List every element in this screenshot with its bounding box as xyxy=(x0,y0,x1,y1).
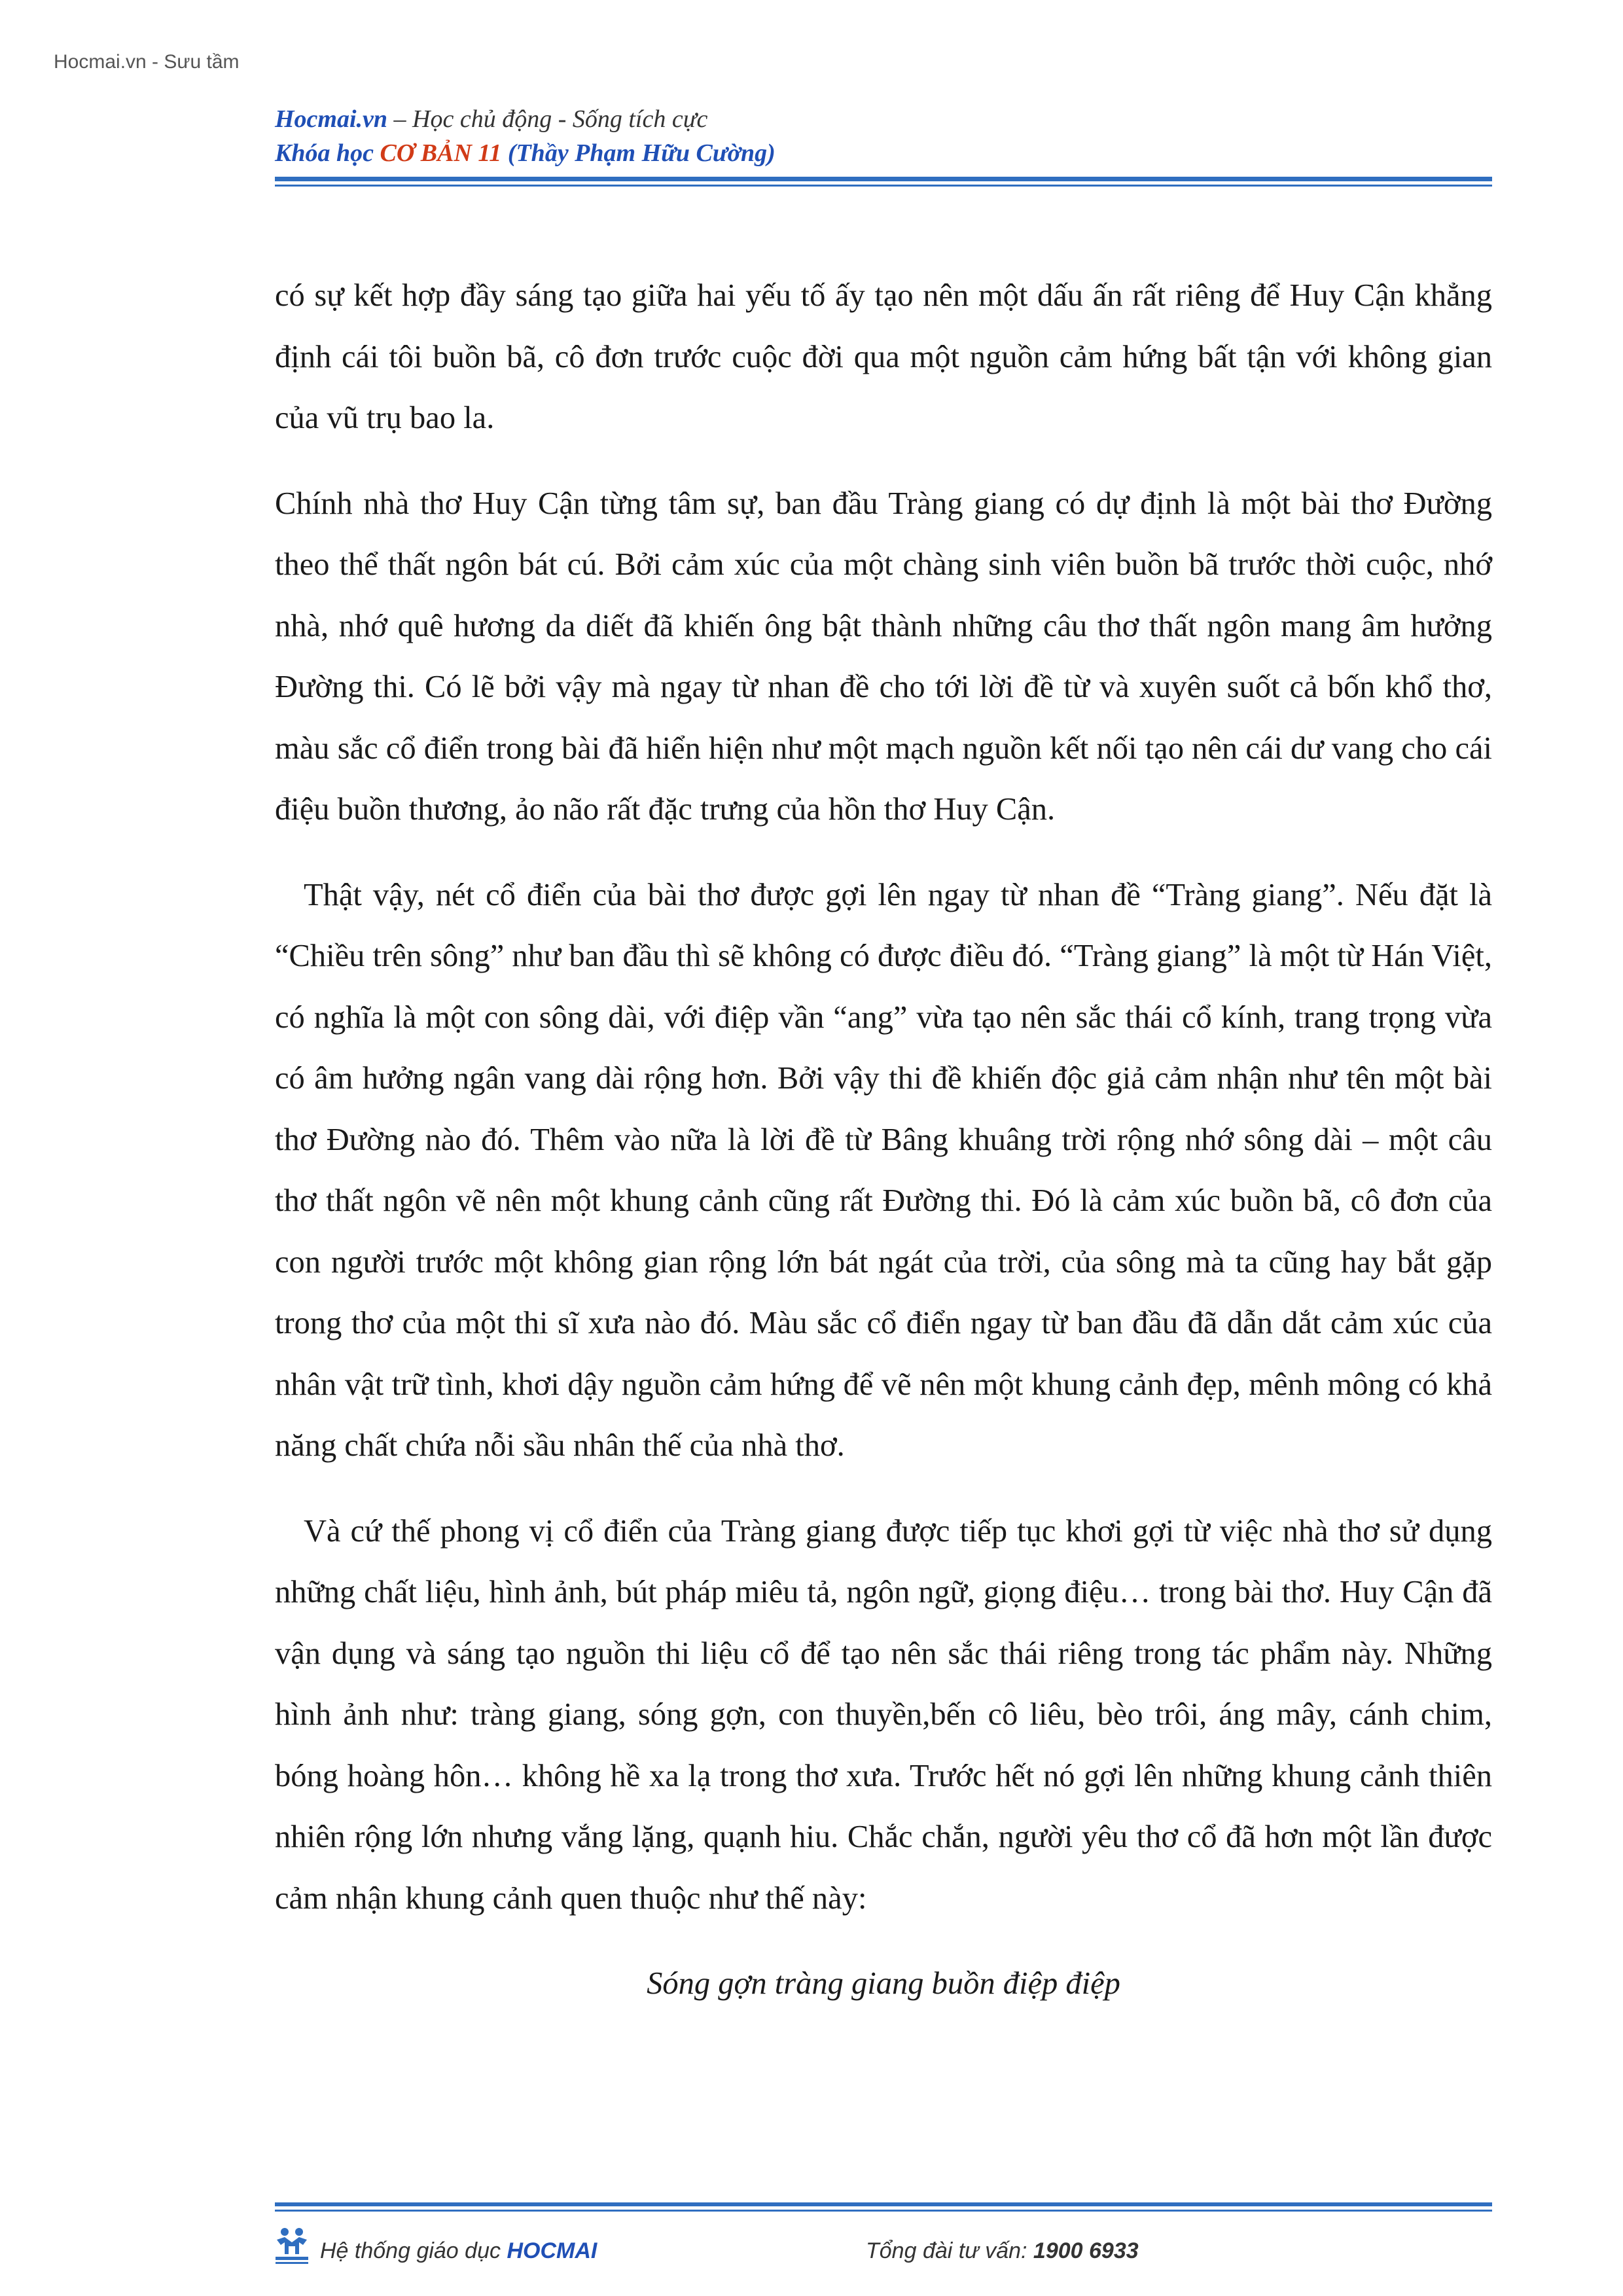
page-footer xyxy=(272,2225,1495,2271)
footer-hotline xyxy=(866,2238,1139,2264)
poem-line: Sóng gợn tràng giang buồn điệp điệp xyxy=(647,1966,1120,2001)
footer-system-name: HOCMAI xyxy=(507,2238,597,2263)
header-tagline: – Học chủ động - Sống tích cực xyxy=(387,105,708,133)
header-tagline-line xyxy=(275,105,1492,139)
footer-divider-thin xyxy=(275,2210,1492,2212)
footer-hotline-prefix: Tổng đài tư vấn: xyxy=(866,2238,1033,2263)
header-divider-thin xyxy=(275,185,1492,187)
paragraph-4: Và cứ thế phong vị cổ điển của Tràng giang được tiếp tục khơi gợi từ việc nhà thơ sử dụng những chất liệu, hình ảnh, bút pháp miêu tả, ngôn ngữ, giọng điệu… trong bài thơ. Huy Cận đã vận dụng và sáng tạo nguồn thi liệu cổ để tạo nên sắc thái riêng trong tác phẩm này. Những hình ảnh như: tràng giang, sóng gợn, con thuyền,bến cô liêu, bèo trôi, áng mây, cánh chim, bóng hoàng hôn… không hề xa lạ trong thơ xưa. Trước hết nó gợi lên những khung cảnh thiên nhiên rộng lớn nhưng vắng lặng, quạnh hiu. Chắc chắn, người yêu thơ cổ đã hơn một lần được cảm nhận khung cảnh quen thuộc như thế này: xyxy=(275,1513,1492,1916)
header-brand: Hocmai.vn xyxy=(275,105,388,133)
header-course-line xyxy=(275,139,1492,173)
watermark-text: Hocmai.vn - Sưu tầm xyxy=(54,51,240,73)
footer-system xyxy=(320,2238,597,2264)
paragraph-1: có sự kết hợp đầy sáng tạo giữa hai yếu tố ấy tạo nên một dấu ấn rất riêng để Huy Cận khẳng định cái tôi buồn bã, cô đơn trước cuộc đời qua một nguồn cảm hứng bất tận với không gian của vũ trụ bao la. xyxy=(275,278,1492,435)
paragraph-3: Thật vậy, nét cổ điển của bài thơ được gợi lên ngay từ nhan đề “Tràng giang”. Nếu đặt là “Chiều trên sông” như ban đầu thì sẽ không có được điều đó. “Tràng giang” là một từ Hán Việt, có nghĩa là một con sông dài, với điệp vần “ang” vừa tạo nên sắc thái cổ kính, trang trọng vừa có âm hưởng ngân vang dài rộng hơn. Bởi vậy thi đề khiến độc giả cảm nhận như tên một bài thơ Đường nào đó. Thêm vào nữa là lời đề từ Bâng khuâng trời rộng nhớ sông dài – một câu thơ thất ngôn vẽ nên một khung cảnh cũng rất Đường thi. Đó là cảm xúc buồn bã, cô đơn của con người trước một không gian rộng lớn bát ngát của trời, của sông mà ta cũng hay bắt gặp trong thơ của một thi sĩ xưa nào đó. Màu sắc cổ điển ngay từ ban đầu đã dẫn dắt cảm xúc của nhân vật trữ tình, khơi dậy nguồn cảm hứng để vẽ nên một khung cảnh đẹp, mênh mông có khả năng chất chứa nỗi sầu nhân thế của nhà thơ. xyxy=(275,877,1492,1463)
page-header xyxy=(275,105,1492,173)
footer-system-prefix: Hệ thống giáo dục xyxy=(320,2238,507,2263)
header-teacher: (Thầy Phạm Hữu Cường) xyxy=(501,139,776,167)
footer-hotline-number: 1900 6933 xyxy=(1033,2238,1139,2263)
header-divider-thick xyxy=(275,177,1492,181)
paragraph-2: Chính nhà thơ Huy Cận từng tâm sự, ban đầu Tràng giang có dự định là một bài thơ Đường theo thể thất ngôn bát cú. Bởi cảm xúc của một chàng sinh viên buồn bã trước thời cuộc, nhớ nhà, nhớ quê hương da diết đã khiến ông bật thành những câu thơ thất ngôn mang âm hưởng Đường thi. Có lẽ bởi vậy mà ngay từ nhan đề cho tới lời đề từ và xuyên suốt cả bốn khổ thơ, màu sắc cổ điển trong bài đã hiển hiện như một mạch nguồn kết nối tạo nên cái dư vang cho cái điệu buồn thương, ảo não rất đặc trưng của hồn thơ Huy Cận. xyxy=(275,486,1492,827)
footer-divider-thick xyxy=(275,2202,1492,2206)
header-course-prefix: Khóa học xyxy=(275,139,380,167)
hocmai-logo-icon xyxy=(272,2225,312,2266)
article-body xyxy=(275,265,1492,2039)
header-course-name: CƠ BẢN 11 xyxy=(380,139,502,167)
